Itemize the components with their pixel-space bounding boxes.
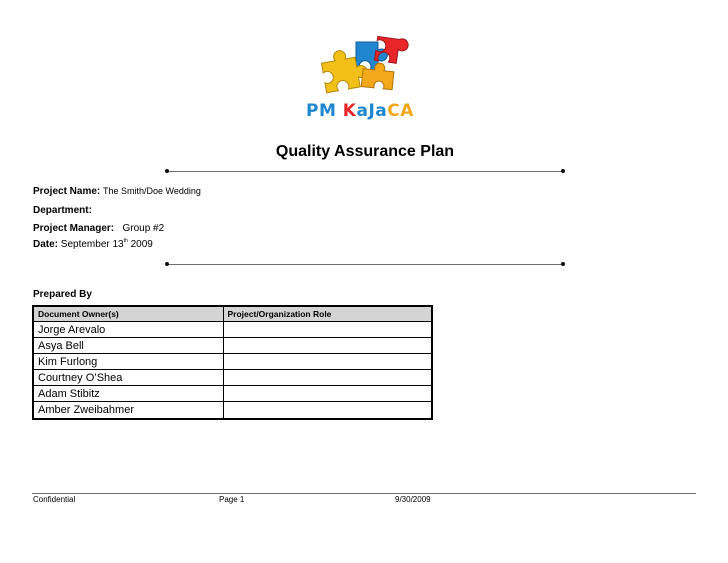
owner-cell: Amber Zweibahmer [33,402,223,420]
footer-confidential: Confidential [33,495,76,504]
role-cell [223,386,432,402]
table-row [33,354,432,370]
project-name-value: The Smith/Doe Wedding [103,186,201,196]
department-label: Department: [33,205,92,216]
divider-dot-right [561,169,565,173]
table-row [33,322,432,338]
table-header-row [33,306,432,322]
project-name-field [33,186,201,197]
project-name-label: Project Name: [33,186,101,197]
project-manager-label: Project Manager: [33,223,115,234]
table-row [33,370,432,386]
divider-dot-left [165,262,169,266]
footer-divider [32,493,696,494]
owner-cell: Kim Furlong [33,354,223,370]
role-cell [223,354,432,370]
project-manager-value: Group #2 [122,223,165,234]
date-label: Date: [33,239,59,250]
owner-cell: Asya Bell [33,338,223,354]
puzzle-piece-orange [361,61,394,89]
table-row [33,402,432,420]
role-cell [223,322,432,338]
puzzle-pieces-icon [304,34,414,104]
column-header-role: Project/Organization Role [223,306,432,322]
owner-cell: Adam Stibitz [33,386,223,402]
document-title: Quality Assurance Plan [275,143,455,160]
date-field [33,238,153,250]
role-cell [223,370,432,386]
owner-cell: Courtney O’Shea [33,370,223,386]
footer-page-number: Page 1 [219,495,245,504]
role-cell [223,338,432,354]
table-row [33,386,432,402]
department-field [33,205,92,216]
divider-line-middle [167,264,564,265]
project-manager-field [33,223,164,234]
divider-dot-left [165,169,169,173]
divider-line-top [167,171,564,172]
owner-cell: Jorge Arevalo [33,322,223,338]
prepared-by-heading: Prepared By [33,289,92,300]
document-owners-table [32,305,433,420]
footer-date: 9/30/2009 [395,495,431,504]
company-logo-text: PM KaJaCA [306,101,414,121]
table-row [33,338,432,354]
role-cell [223,402,432,420]
date-value: September 13th 2009 [60,238,153,250]
divider-dot-right [561,262,565,266]
column-header-owner: Document Owner(s) [33,306,223,322]
